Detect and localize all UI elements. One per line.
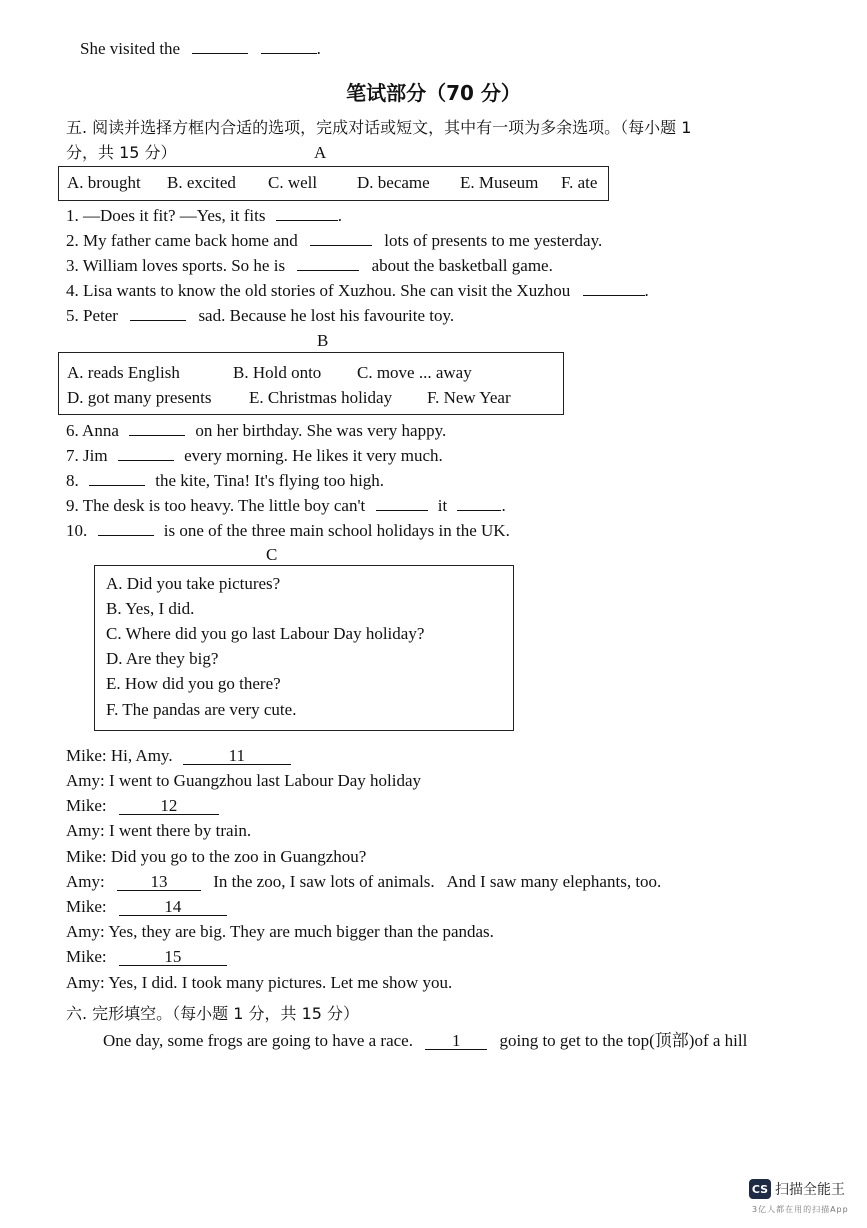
- question-4: 4. Lisa wants to know the old stories of Xuzhou. She can visit the Xuzhou .: [66, 281, 649, 300]
- watermark-name: 扫描全能王: [775, 1182, 845, 1198]
- answer-blank: [129, 419, 185, 436]
- option-b-excited: B. excited: [167, 173, 236, 192]
- part5-instruction-cont: 分，共 15 分）: [66, 143, 177, 162]
- answer-blank: [98, 519, 154, 536]
- option-b-c: C. move ... away: [357, 363, 472, 382]
- question-6: 6. Anna on her birthday. She was very happy.: [66, 421, 447, 440]
- option-c-a: A. Did you take pictures?: [106, 574, 281, 593]
- question-5: 5. Peter sad. Because he lost his favourite toy.: [66, 306, 455, 325]
- scanner-watermark: [749, 1179, 845, 1199]
- dialogue-line-8: Amy: Yes, they are big. They are much bigger than the pandas.: [66, 922, 494, 941]
- part5-instruction: 五. 阅读并选择方框内合适的选项，完成对话或短文，其中有一项为多余选项。（每小题 1: [66, 118, 692, 137]
- answer-blank: [118, 444, 174, 461]
- answer-blank-13: 13: [117, 874, 201, 891]
- option-b-d: D. got many presents: [67, 388, 212, 407]
- answer-blank: [276, 204, 338, 221]
- question-2: 2. My father came back home and lots of presents to me yesterday.: [66, 231, 603, 250]
- dialogue-line-7: Mike: 14: [66, 896, 227, 918]
- option-b-a: A. reads English: [67, 363, 180, 382]
- option-c-c: C. Where did you go last Labour Day holiday?: [106, 624, 425, 643]
- camscanner-logo-icon: CS: [749, 1179, 771, 1199]
- answer-blank: [583, 279, 645, 296]
- option-f-ate: F. ate: [561, 173, 598, 192]
- top-sentence: She visited the .: [80, 39, 321, 58]
- dialogue-line-9: Mike: 15: [66, 946, 227, 968]
- answer-blank: [261, 37, 317, 54]
- option-c-well: C. well: [268, 173, 318, 192]
- dialogue-line-1: Mike: Hi, Amy. 11: [66, 745, 291, 767]
- question-10: 10. is one of the three main school holidays in the UK.: [66, 521, 510, 540]
- option-c-d: D. Are they big?: [106, 649, 219, 668]
- question-9: 9. The desk is too heavy. The little boy can't it .: [66, 496, 506, 515]
- answer-blank-14: 14: [119, 899, 227, 916]
- option-c-e: E. How did you go there?: [106, 674, 281, 693]
- section-label-b: B: [317, 331, 329, 350]
- question-7: 7. Jim every morning. He likes it very much.: [66, 446, 443, 465]
- option-d-became: D. became: [357, 173, 430, 192]
- answer-blank: [457, 494, 501, 511]
- part6-passage-line-1: One day, some frogs are going to have a race. 1 going to get to the top(顶部)of a hill: [103, 1031, 748, 1050]
- dialogue-line-4: Amy: I went there by train.: [66, 821, 252, 840]
- answer-blank-11: 11: [183, 748, 291, 765]
- answer-blank: [192, 37, 248, 54]
- dialogue-line-5: Mike: Did you go to the zoo in Guangzhou?: [66, 847, 367, 866]
- option-e-museum: E. Museum: [460, 173, 539, 192]
- question-1: 1. —Does it fit? —Yes, it fits .: [66, 206, 342, 225]
- option-b-f: F. New Year: [427, 388, 511, 407]
- answer-blank-15: 15: [119, 949, 227, 966]
- option-b-b: B. Hold onto: [233, 363, 322, 382]
- answer-blank-12: 12: [119, 798, 219, 815]
- option-b-e: E. Christmas holiday: [249, 388, 393, 407]
- answer-blank: [297, 254, 359, 271]
- dialogue-line-10: Amy: Yes, I did. I took many pictures. Let me show you.: [66, 973, 453, 992]
- section-label-a: A: [314, 143, 327, 162]
- question-8: 8. the kite, Tina! It's flying too high.: [66, 471, 385, 490]
- part6-instruction: 六. 完形填空。（每小题 1 分，共 15 分）: [66, 1004, 360, 1023]
- section-title: 笔试部分（70 分）: [346, 81, 521, 105]
- section-label-c: C: [266, 545, 278, 564]
- option-c-b: B. Yes, I did.: [106, 599, 195, 618]
- option-a-brought: A. brought: [67, 173, 141, 192]
- answer-blank: [310, 229, 372, 246]
- watermark-tagline: 3亿人都在用的扫描App: [752, 1205, 849, 1214]
- answer-blank: [89, 469, 145, 486]
- answer-blank-1: 1: [425, 1033, 487, 1050]
- option-c-f: F. The pandas are very cute.: [106, 700, 297, 719]
- question-3: 3. William loves sports. So he is about the basketball game.: [66, 256, 553, 275]
- answer-blank: [130, 304, 186, 321]
- answer-blank: [376, 494, 428, 511]
- dialogue-line-6: Amy: 13 In the zoo, I saw lots of animals. And I saw many elephants, too.: [66, 872, 662, 891]
- dialogue-line-2: Amy: I went to Guangzhou last Labour Day holiday: [66, 771, 422, 790]
- dialogue-line-3: Mike: 12: [66, 795, 219, 817]
